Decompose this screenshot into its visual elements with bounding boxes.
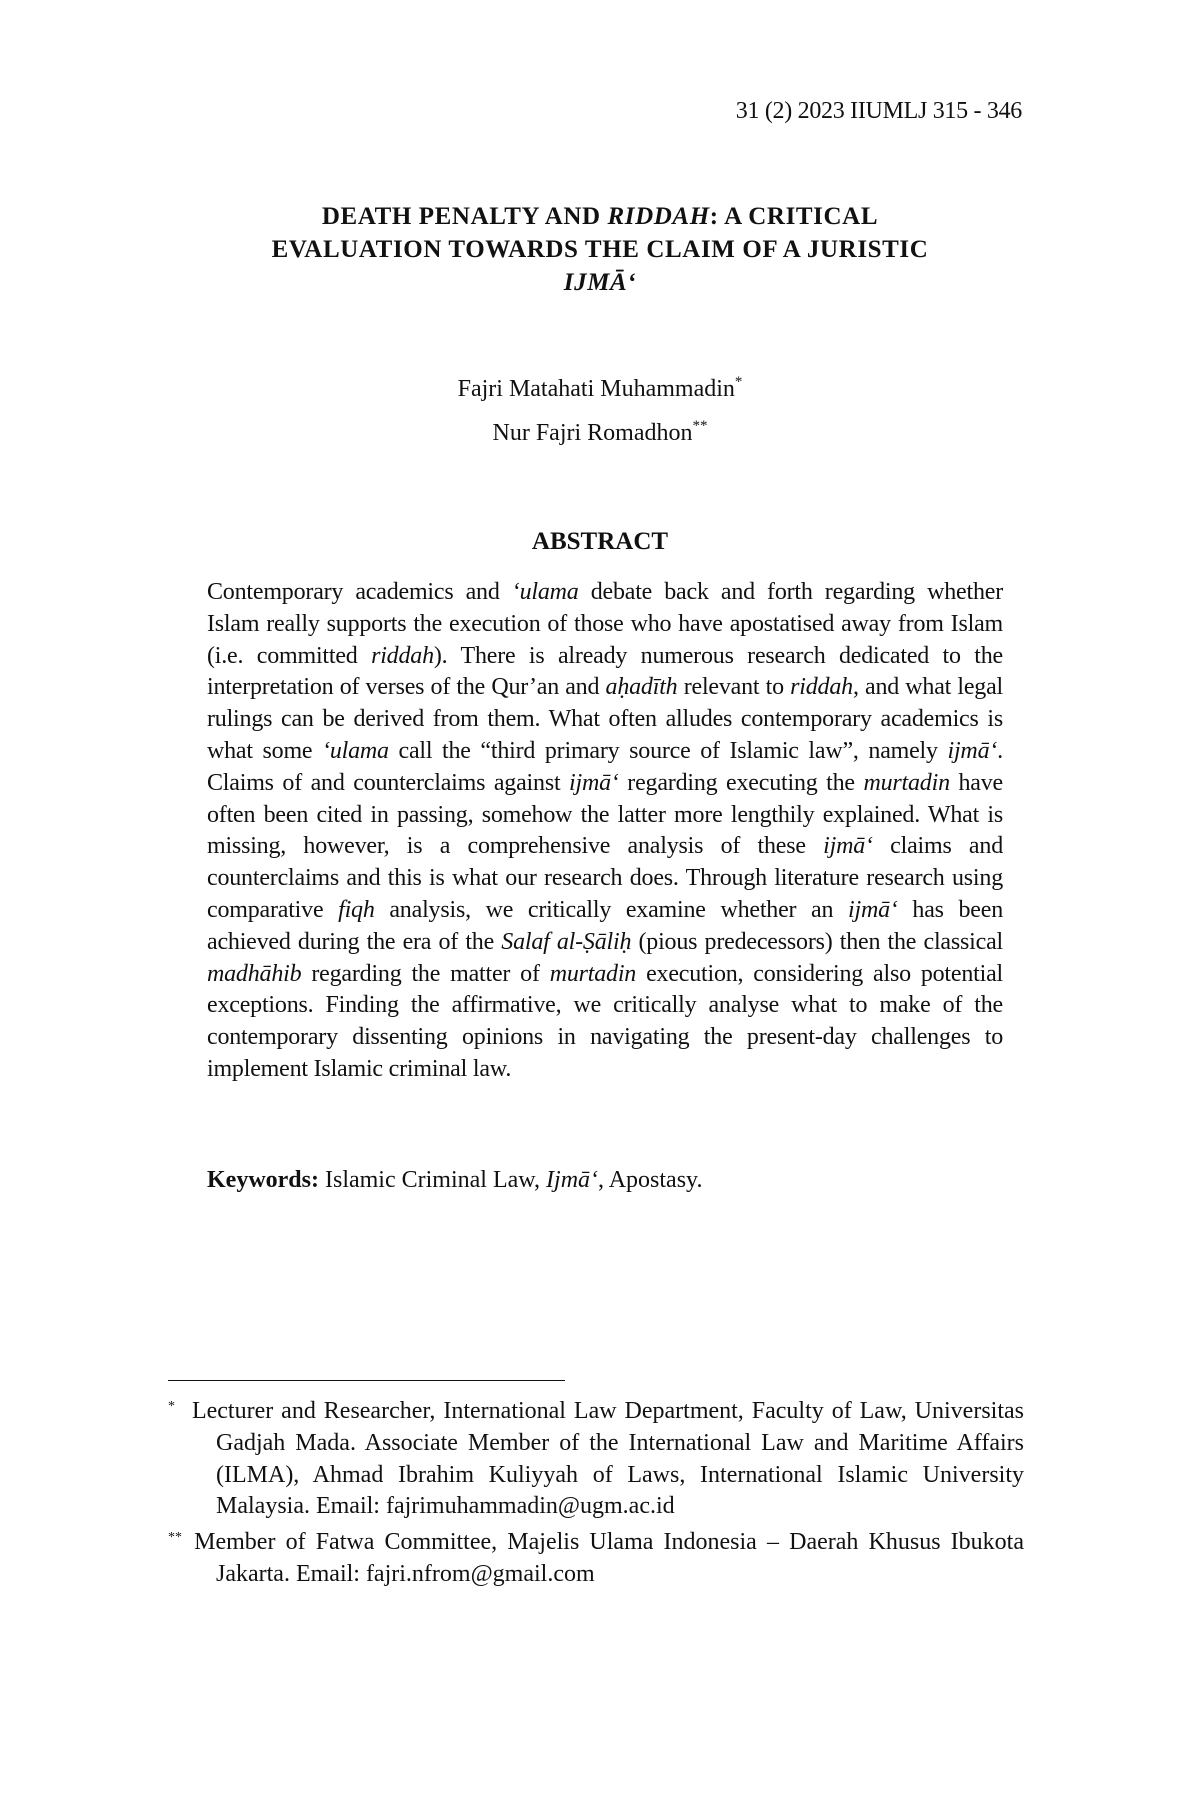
- abstract-heading: ABSTRACT: [531, 528, 669, 555]
- journal-citation: 31 (2) 2023 IIUMLJ 315 - 346: [735, 98, 1022, 124]
- title-line-1: [190, 200, 1010, 233]
- title-italic-term: IJMĀ‘: [563, 269, 637, 296]
- abstract-italic-term: riddah: [790, 674, 853, 701]
- paper-title: [190, 200, 1010, 299]
- abstract-italic-term: madhāhib: [207, 960, 302, 987]
- author-footnote-mark: **: [692, 418, 708, 434]
- title-text: : A CRITICAL: [709, 203, 879, 230]
- author-footnote-mark: *: [734, 374, 743, 390]
- keywords: [207, 1164, 1003, 1196]
- abstract-italic-term: riddah: [371, 642, 434, 669]
- abstract-text: (pious predecessors) then the classical: [631, 928, 1003, 955]
- abstract-italic-term: Salaf al-Ṣāliḥ: [501, 928, 632, 955]
- author-list: [200, 373, 1000, 461]
- abstract-italic-term: ‘ulama: [322, 737, 389, 764]
- abstract-text: ). There is already numerous research dedicated to the interpretation of verses of the Qur’an and: [207, 642, 1003, 701]
- abstract-italic-term: ijmā‘: [823, 833, 873, 860]
- abstract-text: debate back and forth regarding whether Islam really supports the execution of those who have apostatised away from Islam (i.e. committed: [207, 579, 1003, 669]
- abstract-italic-term: ijmā‘: [569, 769, 619, 796]
- abstract-italic-term: aḥadīth: [605, 674, 678, 701]
- title-line-3: [190, 266, 1010, 299]
- abstract-text: have often been cited in passing, somehow the latter more lengthily explained. What is missing, however, is a comprehensive analysis of these: [207, 769, 1003, 860]
- author-name: Nur Fajri Romadhon: [492, 420, 693, 446]
- keywords-text: Islamic Criminal Law,: [318, 1167, 547, 1193]
- keywords-label: Keywords:: [207, 1167, 319, 1193]
- footnote-text: Member of Fatwa Committee, Majelis Ulama Indonesia – Daerah Khusus Ibukota Jakarta. Email: fajri.nfrom@gmail.com: [194, 1529, 1024, 1587]
- abstract-text: regarding the matter of: [301, 960, 550, 987]
- footnote-separator: [168, 1380, 565, 1381]
- abstract-text: has been achieved during the era of the: [207, 896, 1003, 955]
- abstract-text: , and what legal rulings can be derived from them. What often alludes contemporary academics is what some: [207, 674, 1004, 764]
- author: [200, 373, 1000, 405]
- keywords-text: , Apostasy.: [598, 1167, 703, 1193]
- abstract-italic-term: ‘ulama: [511, 579, 579, 605]
- title-italic-term: RIDDAH: [607, 203, 710, 230]
- footnotes: [168, 1396, 1024, 1595]
- footnote: ** Member of Fatwa Committee, Majelis Ulama Indonesia – Daerah Khusus Ibukota Jakarta. Email: fajri.nfrom@gmail.com: [168, 1529, 1024, 1587]
- abstract-text: Contemporary academics and: [207, 579, 512, 605]
- keywords-italic-term: Ijmā‘: [546, 1167, 599, 1193]
- title-text: DEATH PENALTY AND: [321, 203, 608, 230]
- author-name: Fajri Matahati Muhammadin: [457, 376, 735, 402]
- abstract-text: execution, considering also potential exceptions. Finding the affirmative, we critically analyse what to make of the contemporary dissenting opinions in navigating the present-day challenges to implement Islamic criminal law.: [207, 960, 1003, 1082]
- title-line-2: EVALUATION TOWARDS THE CLAIM OF A JURISTIC: [271, 236, 929, 263]
- author: [200, 417, 1000, 449]
- footnote: * Lecturer and Researcher, International Law Department, Faculty of Law, Universitas Gadjah Mada. Associate Member of the International Law and Maritime Affairs (ILMA), Ahmad Ibrahim Kuliyyah of Laws, International Islamic University Malaysia. Email: fajrimuhammadin@ugm.ac.id: [168, 1398, 1024, 1520]
- abstract-body: [207, 577, 1003, 1086]
- abstract-text: analysis, we critically examine whether an: [374, 896, 849, 923]
- abstract-italic-term: murtadin: [863, 769, 950, 796]
- abstract-text: regarding executing the: [618, 769, 864, 796]
- abstract-text: relevant to: [677, 674, 791, 701]
- footnote-text: Lecturer and Researcher, International Law Department, Faculty of Law, Universitas Gadjah Mada. Associate Member of the International Law and Maritime Affairs (ILMA), Ahmad Ibrahim Kuliyyah of Laws, International Islamic University Malaysia. Email: fajrimuhammadin@ugm.ac.id: [191, 1398, 1024, 1520]
- abstract-text: call the “third primary source of Islamic law”, namely: [388, 737, 948, 764]
- abstract-text: claims and counterclaims and this is what our research does. Through literature research using comparative: [207, 833, 1003, 923]
- abstract-text: . Claims of and counterclaims against: [207, 737, 1003, 796]
- abstract-italic-term: fiqh: [338, 896, 375, 923]
- abstract-italic-term: ijmā‘: [848, 896, 898, 923]
- abstract-italic-term: ijmā‘: [947, 737, 998, 764]
- abstract-italic-term: murtadin: [549, 960, 637, 987]
